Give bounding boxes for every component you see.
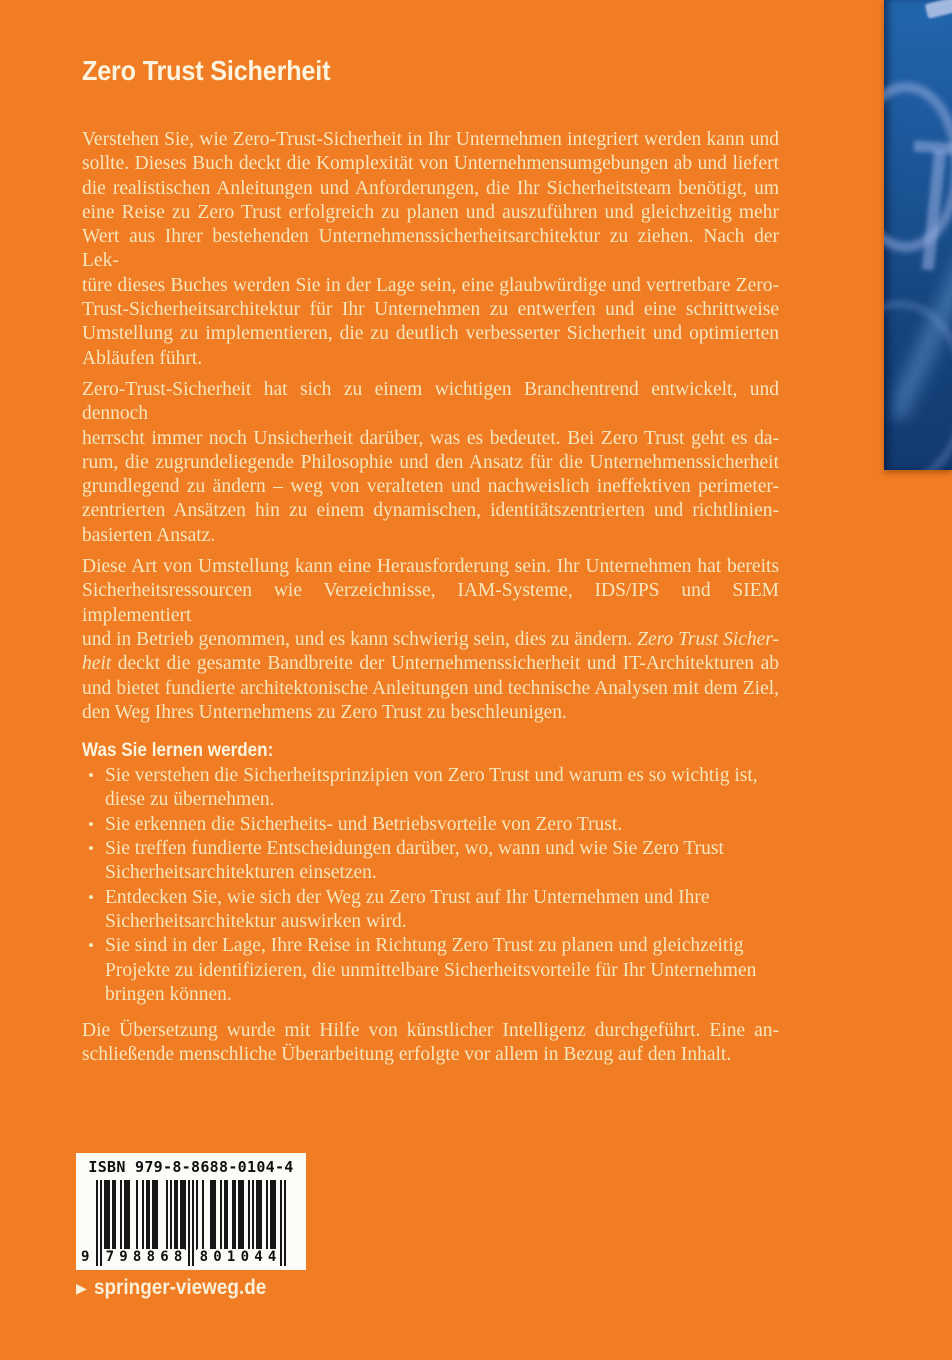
bullet-item — [82, 837, 779, 886]
text-line: grundlegend zu ändern – weg von veralteten und nachweislich ineffektiven perimeter- — [82, 476, 779, 498]
art-highlight-shape — [925, 0, 952, 19]
bullet-marker: • — [88, 766, 94, 786]
text-line: diese zu übernehmen. — [105, 789, 275, 811]
text-line: und bietet fundierte architektonische Anleitungen und technische Analysen mit dem Ziel, — [82, 677, 779, 699]
text-line: Sie verstehen die Sicherheitsprinzipien von Zero Trust und warum es so wichtig ist, — [105, 765, 758, 787]
barcode-digit: 8 — [132, 1249, 142, 1265]
barcode-digit: 8 — [173, 1249, 183, 1265]
bullet-text — [105, 764, 779, 813]
bullet-marker: • — [88, 936, 94, 956]
body-paragraph — [82, 378, 779, 548]
text-line: Sie erkennen die Sicherheits- und Betriebsvorteile von Zero Trust. — [105, 813, 623, 835]
barcode-bar — [108, 1180, 110, 1250]
bullet-text — [105, 813, 779, 837]
art-ring-glyph-lower — [884, 300, 952, 470]
bullet-list — [82, 764, 779, 1007]
barcode-digit: 8 — [199, 1249, 209, 1265]
barcode-bar — [156, 1180, 158, 1250]
barcode-bar — [280, 1180, 282, 1266]
text-line: sollte. Dieses Buch deckt die Komplexität von Unternehmensumgebungen ab und liefert — [82, 153, 779, 175]
barcode-bar — [114, 1180, 116, 1250]
barcode-bar — [202, 1180, 204, 1250]
text-line: Abläufen führt. — [82, 347, 203, 369]
cover-art-strip — [884, 0, 952, 470]
barcode-panel — [76, 1153, 306, 1270]
text-line: rum, die zugrundeliegende Philosophie und den Ansatz für die Unternehmenssicherheit — [82, 451, 779, 473]
barcode-bar — [260, 1180, 262, 1250]
barcode-bar — [196, 1180, 198, 1250]
text-line: Sicherheitsarchitektur auswirken wird. — [105, 910, 407, 932]
barcode-bar — [136, 1180, 138, 1250]
text-line: Sicherheitsarchitekturen einsetzen. — [105, 862, 377, 884]
publisher-logo — [76, 1276, 285, 1300]
text-line: basierten Ansatz. — [82, 524, 216, 546]
bullet-marker: • — [88, 887, 94, 907]
text-line: türe dieses Buches werden Sie in der Lage sein, eine glaubwürdige und vertretbare Zero- — [82, 274, 779, 296]
text-line: und in Betrieb genommen, und es kann schwierig sein, dies zu ändern. Zero Trust Sicher- — [82, 628, 779, 650]
body-paragraph — [82, 555, 779, 725]
barcode-bar — [284, 1180, 286, 1266]
text-line: Projekte zu identifizieren, die unmittelbare Sicherheitsvorteile für Ihr Unternehmen — [105, 959, 757, 981]
page-title — [82, 54, 779, 88]
bullet-text — [105, 934, 779, 1007]
section-heading — [82, 738, 779, 763]
text-line: zentrierten Ansätzen hin zu einem dynamischen, identitätszentrierten und richtlinien- — [82, 500, 779, 522]
section-heading-text: Was Sie lernen werden: — [82, 740, 274, 762]
text-line: Diese Art von Umstellung kann eine Herausforderung sein. Ihr Unternehmen hat bereits — [82, 556, 779, 578]
barcode-bar — [128, 1180, 130, 1250]
bullet-item — [82, 934, 779, 1007]
bullet-item — [82, 886, 779, 935]
barcode-bar — [266, 1180, 268, 1250]
barcode-bar — [220, 1180, 222, 1250]
barcode-bar — [248, 1180, 250, 1250]
bullet-item — [82, 764, 779, 813]
barcode-bar — [96, 1180, 98, 1266]
barcode-bar — [148, 1180, 150, 1250]
barcode-digit: 0 — [240, 1249, 250, 1265]
barcode-bar — [100, 1180, 102, 1266]
publisher-logo-text: springer-vieweg.de — [93, 1276, 267, 1299]
barcode-digit: 0 — [213, 1249, 222, 1265]
text-line: Trust-Sicherheitsarchitektur für Ihr Unternehmen zu entwerfen und eine schrittweise — [82, 299, 779, 321]
text-line: Sie sind in der Lage, Ihre Reise in Richtung Zero Trust zu planen und gleichzeitig — [105, 935, 744, 957]
barcode-bar — [120, 1180, 122, 1250]
bullet-marker: • — [88, 839, 94, 859]
text-line: Sie treffen fundierte Entscheidungen darüber, wo, wann und wie Sie Zero Trust — [105, 838, 724, 860]
text-line: Sicherheitsressourcen wie Verzeichnisse, IAM-Systeme, IDS/IPS und SIEM implementiert — [82, 580, 779, 626]
barcode-digit: 1 — [226, 1249, 236, 1265]
barcode-bar — [234, 1180, 236, 1250]
barcode-bar — [192, 1180, 194, 1266]
text-line: schließende menschliche Überarbeitung erfolgte vor allem in Bezug auf den Inhalt. — [82, 1044, 732, 1066]
ean-barcode — [81, 1180, 286, 1268]
barcode-digit: 9 — [119, 1249, 128, 1265]
text-line: eine Reise zu Zero Trust erfolgreich zu planen und auszuführen und gleichzeitig mehr — [82, 201, 779, 223]
barcode-bar — [188, 1180, 190, 1266]
barcode-digit: 4 — [267, 1249, 277, 1265]
text-line: die realistischen Anleitungen und Anforderungen, die Ihr Sicherheitsteam benötigt, um — [82, 177, 779, 199]
barcode-bar — [226, 1180, 228, 1250]
bullet-text — [105, 837, 779, 886]
text-line: Umstellung zu implementieren, die zu deutlich verbesserter Sicherheit und optimierten — [82, 323, 779, 345]
text-line: den Weg Ihres Unternehmens zu Zero Trust zu beschleunigen. — [82, 701, 567, 723]
barcode-bar — [242, 1180, 244, 1250]
barcode-bar — [170, 1180, 172, 1250]
barcode-digit-lead: 9 — [81, 1249, 90, 1265]
page-title-text: Zero Trust Sicherheit — [82, 55, 331, 86]
arrow-icon: ▶ — [76, 1280, 87, 1296]
description-blocks — [82, 128, 779, 1068]
text-line: Verstehen Sie, wie Zero-Trust-Sicherheit in Ihr Unternehmen integriert werden kann und — [82, 129, 779, 150]
bullet-item — [82, 813, 779, 837]
text-line: heit deckt die gesamte Bandbreite der Unternehmenssicherheit und IT-Architekturen ab — [82, 653, 779, 675]
body-paragraph — [82, 1019, 779, 1068]
body-paragraph — [82, 128, 779, 371]
text-line: Die Übersetzung wurde mit Hilfe von künstlicher Intelligenz durchgeführt. Eine an- — [82, 1020, 779, 1042]
bullet-marker: • — [88, 814, 94, 834]
barcode-bar — [176, 1180, 178, 1250]
isbn-text: ISBN 979-8-8688-0104-4 — [88, 1158, 294, 1176]
barcode-digit: 4 — [254, 1249, 263, 1265]
text-line: Zero-Trust-Sicherheit hat sich zu einem wichtigen Branchentrend entwickelt, und dennoch — [82, 378, 779, 425]
barcode-bar — [274, 1180, 276, 1250]
text-line: Wert aus Ihrer bestehenden Unternehmenssicherheitsarchitektur zu ziehen. Nach der Lek- — [82, 226, 779, 272]
barcode-digits-right — [197, 1249, 279, 1266]
barcode-bar — [142, 1180, 144, 1250]
barcode-bar — [166, 1180, 168, 1250]
barcode-bar — [252, 1180, 254, 1250]
barcode-digit: 7 — [105, 1249, 115, 1265]
bullet-text — [105, 886, 779, 935]
barcode-digits-left — [103, 1249, 185, 1266]
text-line: Entdecken Sie, wie sich der Weg zu Zero Trust auf Ihr Unternehmen und Ihre — [105, 886, 710, 908]
text-line: herrscht immer noch Unsicherheit darüber, was es bedeutet. Bei Zero Trust geht es da- — [82, 427, 779, 449]
barcode-bar — [184, 1180, 186, 1250]
barcode-digit: 6 — [160, 1249, 169, 1265]
barcode-digit: 8 — [146, 1249, 156, 1265]
barcode-bar — [214, 1180, 216, 1250]
text-line: bringen können. — [105, 983, 232, 1005]
back-cover-text-column — [82, 0, 779, 1068]
